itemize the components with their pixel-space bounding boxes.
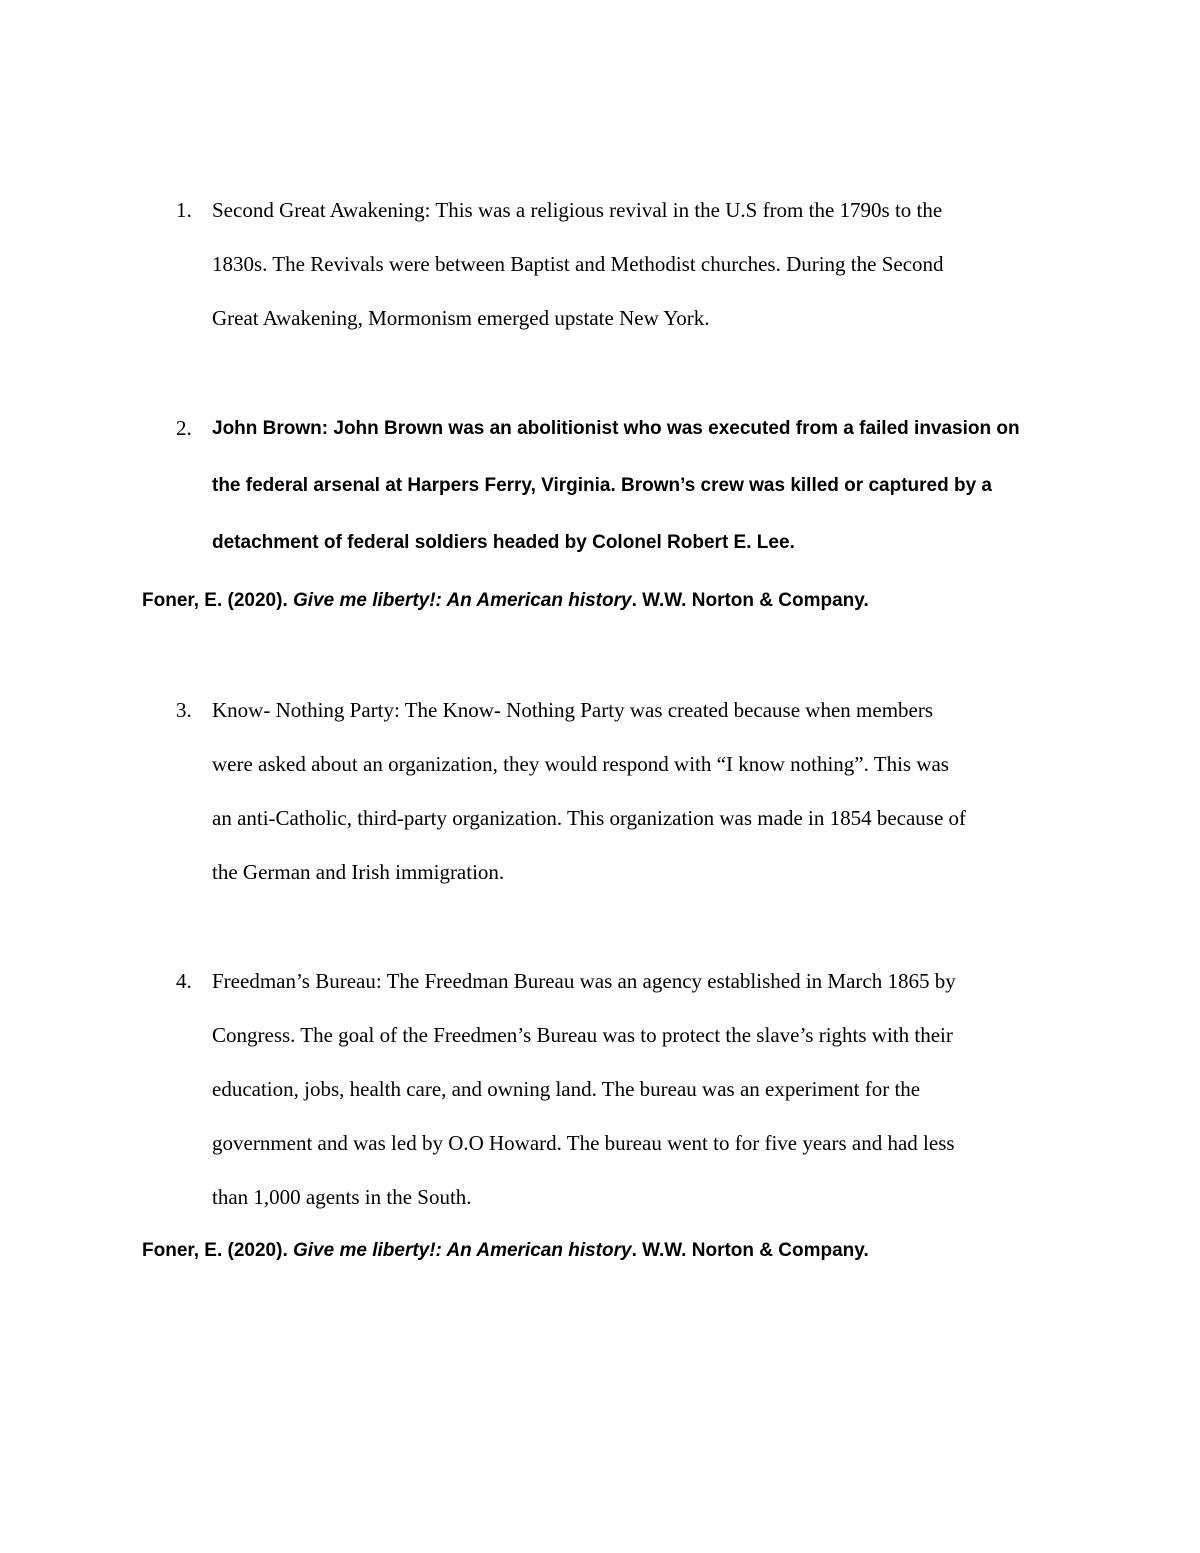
text-line: an anti-Catholic, third-party organization. This organization was made in 1854 because of <box>212 806 967 830</box>
text-line: the federal arsenal at Harpers Ferry, Virginia. Brown’s crew was killed or captured by a <box>212 475 993 496</box>
list-item-text <box>212 683 1076 899</box>
list-item-number: 3. <box>176 698 192 722</box>
list-item-text <box>212 183 1076 345</box>
text-line: education, jobs, health care, and owning land. The bureau was an experiment for the <box>212 1077 921 1101</box>
text-line: government and was led by O.O Howard. The bureau went to for five years and had less <box>212 1131 955 1155</box>
list-item-number: 2. <box>176 416 192 440</box>
list-item-text <box>212 954 1076 1224</box>
citation-publisher: . W.W. Norton & Company. <box>631 1240 869 1261</box>
text-line: John Brown: John Brown was an abolitionist who was executed from a failed invasion on <box>212 418 1020 439</box>
citation <box>142 1240 869 1262</box>
list-item-number: 1. <box>176 198 192 222</box>
text-line: than 1,000 agents in the South. <box>212 1185 472 1209</box>
list-item-number: 4. <box>176 969 192 993</box>
citation-publisher: . W.W. Norton & Company. <box>631 590 869 611</box>
text-line: were asked about an organization, they would respond with “I know nothing”. This was <box>212 752 949 776</box>
text-line: Freedman’s Bureau: The Freedman Bureau was an agency established in March 1865 by <box>212 969 956 993</box>
citation-author-year: Foner, E. (2020). <box>142 590 293 611</box>
list-item-text <box>212 400 1076 571</box>
text-line: 1830s. The Revivals were between Baptist and Methodist churches. During the Second <box>212 252 944 276</box>
text-line: Know- Nothing Party: The Know- Nothing Party was created because when members <box>212 698 934 722</box>
text-line: Second Great Awakening: This was a religious revival in the U.S from the 1790s to the <box>212 198 943 222</box>
citation-author-year: Foner, E. (2020). <box>142 1240 293 1261</box>
text-line: the German and Irish immigration. <box>212 860 505 884</box>
text-line: Congress. The goal of the Freedmen’s Bureau was to protect the slave’s rights with their <box>212 1023 953 1047</box>
text-line: Great Awakening, Mormonism emerged upstate New York. <box>212 306 710 330</box>
text-line: detachment of federal soldiers headed by Colonel Robert E. Lee. <box>212 532 795 553</box>
citation <box>142 590 869 612</box>
citation-title: Give me liberty!: An American history <box>293 1240 632 1261</box>
citation-title: Give me liberty!: An American history <box>293 590 632 611</box>
